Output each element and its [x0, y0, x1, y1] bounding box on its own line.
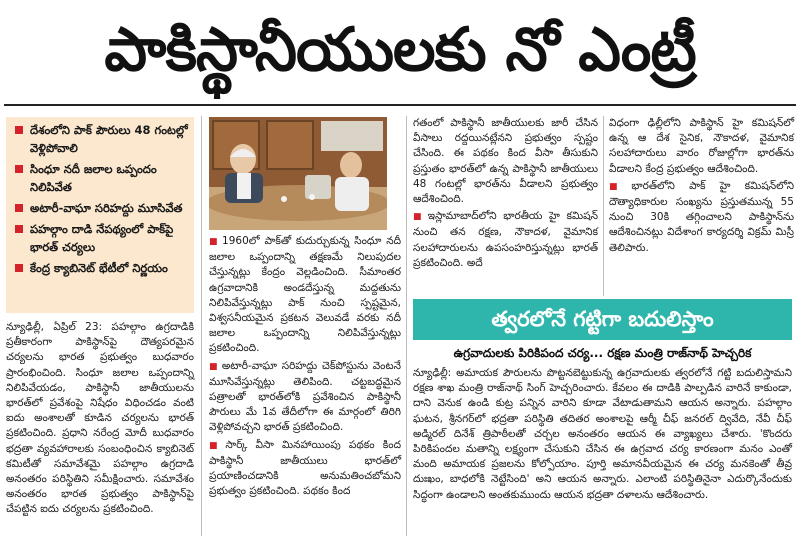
- story-column-1: [6, 320, 194, 520]
- story-column-2: [209, 234, 401, 501]
- bullet-arrow-icon: ■: [209, 361, 219, 372]
- paragraph: గతంలో పాకిస్థానీ జాతీయులకు జారీ చేసిన వీసాలు రద్దయినట్లేనని ప్రభుత్వం స్పష్టం చేసింది. ఈ పథకం కింద వీసా తీసుకుని ప్రస్తుతం భారత్‌లో ఉన్న పాకిస్థానీ జాతీయులు 48 గంటల్లో భారత్‌ను వీడాలని ప్రభుత్వం ఆదేశించింది.: [413, 117, 598, 206]
- paragraph: ■ సార్క్ వీసా మినహాయింపు పథకం కింద పాకిస్థానీ జాతీయులు భారత్‌లో ప్రయాణించడానికి అనుమతించబోమని ప్రభుత్వం ప్రకటించింది. పథకం కింద: [209, 438, 401, 498]
- sidebar-story-subheadline: ఉగ్రవాదులకు పిరికిపంద చర్య... రక్షణ మంత్రి రాజ్‌నాథ్ హెచ్చరిక: [453, 346, 752, 360]
- paragraph: న్యూఢిల్లీ: అమాయక పౌరులను పొట్టనబెట్టుకున్న ఉగ్రవాదులకు త్వరలోనే గట్టి బదులిస్తామని రక్షణ శాఖ మంత్రి రాజ్‌నాథ్ సింగ్ హెచ్చరించారు. కేవలం ఈ దాడికి పాల్పడిన వారినే కాకుండా, దాని వెనుక ఉండి కుట్ర పన్నిన వారిని కూడా వేటాడుతామని ఆయన అన్నారు. పహల్గాం ఘటన, శ్రీనగర్‌లో భద్రతా పరిస్థితి తదితర అంశాలపై ఆర్మీ చీఫ్ జనరల్ ద్వివేది, నేవీ చీఫ్ అడ్మిరల్ దినేశ్ త్రిపాఠీలతో చర్చల అనంతరం ఆయన ఈ వ్యాఖ్యలు చేశారు. 'కొందరు పిరికిపందల మతాన్ని లక్ష్యంగా చేసుకుని చేసిన ఈ ఉగ్రవాద చర్య కారణంగా మనం ఎంతో మంది అమాయక ప్రజలను కోల్పోయాం. పూర్తి అమానవీయమైన ఈ చర్య మనకెంతో తీవ్ర దుఃఖం, బాధలోకి నెట్టేసింది' అని ఆయన అన్నారు. ఎలాంటి పరిస్థితినైనా ఎదుర్కొనేందుకు సిద్ధంగా ఉండాలని అంతకుముందు ఆయన భద్రతా దళాలను ఆదేశించారు.: [413, 367, 792, 501]
- highlight-item: అటారీ-వాఘా సరిహద్దు మూసివేత: [14, 199, 188, 217]
- headline-rule: [4, 104, 796, 106]
- story-column-3: [413, 116, 598, 273]
- bullet-square-icon: [15, 204, 23, 212]
- highlight-item: సింధూ నదీ జలాల ఒప్పందం నిలిపివేత: [14, 160, 188, 196]
- sidebar-story-body: [413, 366, 792, 505]
- bullet-square-icon: [15, 165, 23, 173]
- bullet-arrow-icon: ■: [609, 181, 629, 192]
- paragraph: ■ భారత్‌లోని పాక్ హై కమిషన్‌లోని దౌత్యాధికారుల సంఖ్యను ప్రస్తుతమున్న 55 నుంచి 30కి తగ్గించాలని పాకిస్థాన్‌ను ఆదేశించినట్లు విదేశాంగ కార్యదర్శి విక్రమ్ మిస్రీ తెలిపారు.: [609, 179, 794, 254]
- bullet-arrow-icon: ■: [209, 440, 223, 451]
- highlight-item: కేంద్ర క్యాబినెట్ భేటీలో నిర్ణయం: [14, 259, 188, 277]
- bullet-arrow-icon: ■: [413, 212, 425, 223]
- bullet-square-icon: [15, 126, 23, 134]
- paragraph: ■ ఇస్లామాబాద్‌లోని భారతీయ హై కమిషన్ నుంచి తన రక్షణ, నౌకాదళ, వైమానిక సలహాదారులను ఉపసంహరిస్తున్నట్లు భారత్ ప్రకటించింది. అదే: [413, 210, 598, 269]
- meeting-photo: [209, 117, 387, 230]
- bullet-square-icon: [15, 225, 23, 233]
- paragraph: ■ అటారీ-వాఘా సరిహద్దు చెక్‌పోస్టును వెంటనే మూసివేస్తున్నట్లు తెలిపింది. చట్టబద్ధమైన పత్రాలతో భారత్‌లోకి ప్రవేశించిన పాకిస్థానీ పౌరులు మే 1వ తేదీలోగా ఈ మార్గంలో తిరిగి వెళ్లిపోవచ్చని భారత్ ప్రకటించింది.: [209, 359, 401, 434]
- highlights-box: [6, 117, 194, 313]
- column-divider: [603, 116, 604, 296]
- paragraph: విధంగా ఢిల్లీలోని పాకిస్థాన్ హై కమిషన్‌లో ఉన్న ఆ దేశ సైనిక, నౌకాదళ, వైమానిక సలహాదారులు వారం రోజుల్లోగా భారత్‌ను వీడాలని కేంద్ర ప్రభుత్వం ఆదేశించింది.: [609, 117, 794, 175]
- column-divider: [406, 116, 407, 536]
- paragraph: న్యూఢిల్లీ, ఏప్రిల్ 23: పహల్గాం ఉగ్రదాడికి ప్రతీకారంగా పాకిస్థాన్‌పై దౌత్యపరమైన చర్యలను భారత ప్రభుత్వం బుధవారం ప్రారంభించింది. సింధూ జలాల ఒప్పందాన్ని నిలిపివేయడం, పాకిస్థానీ జాతీయులను భారత్‌లో ప్రవేశంపై నిషేధం విధించడం వంటి ఐదు అంశాలతో కూడిన చర్యలను భారత్ ప్రకటించింది. ప్రధాని నరేంద్ర మోదీ బుధవారం భద్రతా వ్యవహారాలకు సంబంధించిన క్యాబినెట్ కమిటీతో సమావేశమై పహల్గాం ఉగ్రదాడి అనంతరం పరిస్థితిని సమీక్షించారు. సమావేశం అనంతరం భారత ప్రభుత్వం పాకిస్థాన్‌పై చేపట్టిన ఐదు చర్యలను ప్రకటించింది.: [6, 321, 194, 516]
- bullet-arrow-icon: ■: [209, 237, 220, 247]
- sidebar-story-headline: త్వరలోనే గట్టిగా బదులిస్తాం: [413, 299, 792, 340]
- paragraph: ■ 1960లో పాక్‌తో కుదుర్చుకున్న సింధూ నదీ జలాల ఒప్పందాన్ని తక్షణమే నిలుపుదల చేస్తున్నట్లు కేంద్రం వెల్లడించింది. సీమాంతర ఉగ్రవాదానికి అండదేస్తున్న మద్దతును నిలిపివేస్తున్నట్లు పాక్ నుంచి స్పష్టమైన, విశ్వసనీయమైన ప్రకటన వెలువడే వరకు నదీ జలాల ఒప్పందాన్ని నిలిపివేస్తున్నట్లు ప్రకటించింది.: [209, 235, 401, 355]
- headline: పాకిస్థానీయులకు నో ఎంట్రీ: [104, 15, 696, 85]
- highlight-item: పహల్గాం దాడి నేపథ్యంలో పాక్‌పై భారత్ చర్యలు: [14, 220, 188, 256]
- highlight-item: దేశంలోని పాక్ పౌరులు 48 గంటల్లో వెళ్లిపోవాలి: [14, 121, 188, 157]
- bullet-square-icon: [15, 264, 23, 272]
- story-column-4: [609, 116, 794, 258]
- column-divider: [201, 116, 202, 536]
